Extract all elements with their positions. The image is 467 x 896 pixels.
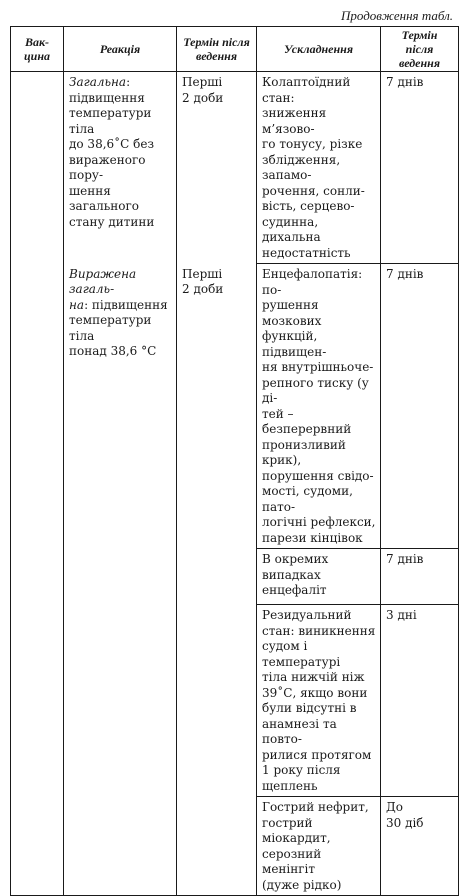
complication-cell: Енцефалопатія: по- рушення мозкових функцій, підвищен- ня внутрішньоче- репного тиску (у ді- тей – безперервний пронизливий крик), порушення свідо- мості, судоми, пато- логічні рефлекси, парези кінцівок [257, 264, 381, 549]
onset-reaction-cell: Перші 2 доби [177, 72, 257, 264]
header-reaction: Реакція [64, 27, 177, 72]
header-onset-reaction: Термін після ведення [177, 27, 257, 72]
vaccine-cell [11, 72, 64, 896]
reaction-title: Виражена загаль- на [69, 266, 137, 312]
vaccine-reactions-table [10, 26, 459, 896]
onset-complication-cell: 7 днів [381, 72, 459, 264]
header-complication: Ускладнення [257, 27, 381, 72]
complication-cell: Гострий нефрит, гострий міокардит, серозний менінгіт (дуже рідко) [257, 797, 381, 896]
onset-complication-cell: До 30 діб [381, 797, 459, 896]
onset-reaction-cell: Перші 2 доби [177, 264, 257, 896]
onset-complication-cell: 3 дні [381, 605, 459, 797]
reaction-title: Загальна [69, 75, 127, 89]
onset-complication-cell: 7 днів [381, 264, 459, 549]
reaction-cell [64, 264, 177, 896]
complication-cell: Резидуальний стан: виникнення судом і температурі тіла нижчій ніж 39˚С, якщо вони були відсутні в анамнезі та повто- рилися протягом 1 року після щеплень [257, 605, 381, 797]
reaction-cell [64, 72, 177, 264]
header-vaccine: Вак- цина [11, 27, 64, 72]
reaction-text: : підвищення температури тіла понад 38,6 °С [69, 297, 168, 358]
complication-cell: В окремих випадках енцефаліт [257, 549, 381, 605]
continuation-label: Продовження табл. [341, 8, 453, 23]
table-row [11, 72, 459, 264]
onset-complication-cell: 7 днів [381, 549, 459, 605]
reaction-text: : підвищення температури тіла до 38,6˚С без вираженого пору- шення загального стану дитини [69, 75, 155, 229]
table-row [11, 264, 459, 549]
table-header-row [11, 27, 459, 72]
complication-cell: Колаптоїдний стан: зниження м’язово- го тонусу, різке зблідження, запамо- рочення, сонли- вість, серцево- судинна, дихальна недостатність [257, 72, 381, 264]
header-onset-complication: Термін після ведення [381, 27, 459, 72]
